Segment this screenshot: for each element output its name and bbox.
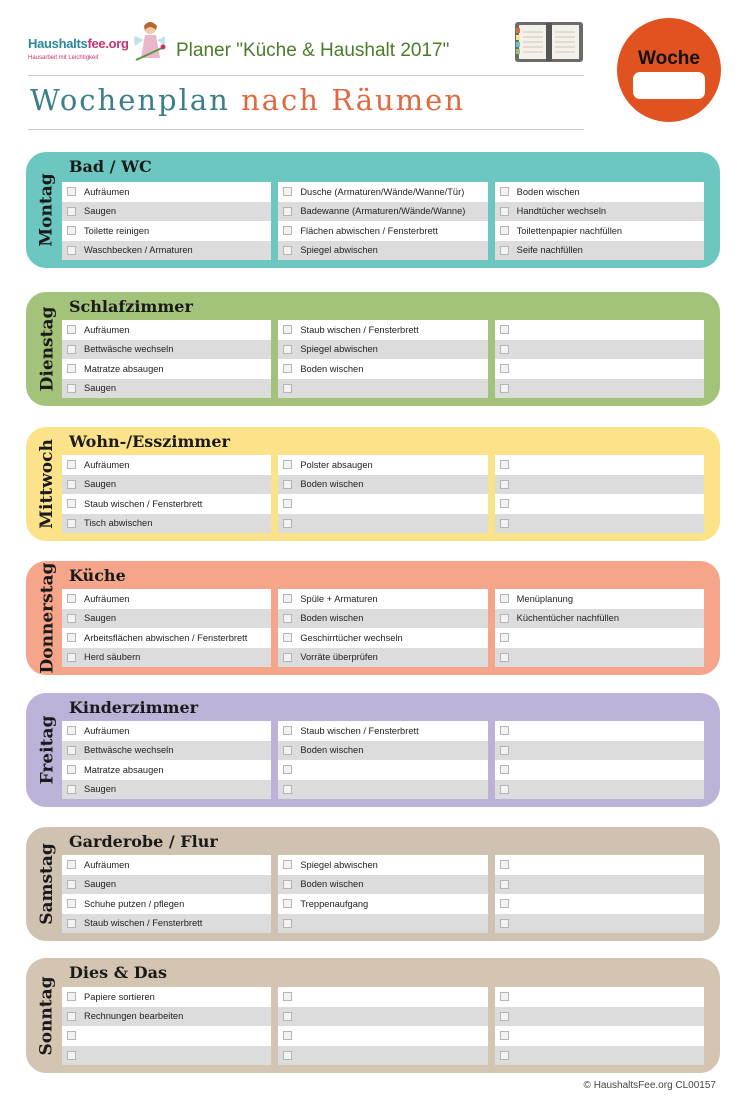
task-checkbox[interactable] (67, 653, 76, 662)
task-column (62, 320, 271, 398)
task-row (278, 514, 487, 534)
task-row (278, 741, 487, 761)
task-row (495, 987, 704, 1007)
task-checkbox[interactable] (67, 860, 76, 869)
task-checkbox[interactable] (67, 384, 76, 393)
task-checkbox[interactable] (67, 460, 76, 469)
task-label: Handtücher wechseln (516, 206, 607, 217)
task-row (278, 202, 487, 222)
task-label: Toilettenpapier nachfüllen (516, 225, 623, 236)
task-label: Saugen (84, 784, 117, 795)
task-checkbox[interactable] (283, 614, 292, 623)
page-title: Wochenplan nach Räumen (30, 83, 466, 117)
task-checkbox[interactable] (283, 325, 292, 334)
task-column (495, 721, 704, 799)
header-divider-top (28, 75, 584, 76)
task-row (495, 455, 704, 475)
task-row (495, 202, 704, 222)
task-checkbox[interactable] (500, 345, 509, 354)
task-column (62, 589, 271, 667)
task-row (62, 780, 271, 800)
room-title: Küche (69, 566, 126, 585)
task-row (62, 359, 271, 379)
logo (28, 18, 168, 70)
day-card-freitag (26, 693, 720, 807)
task-checkbox[interactable] (67, 1051, 76, 1060)
task-checkbox[interactable] (283, 246, 292, 255)
task-label: Aufräumen (84, 324, 130, 335)
copyright: © HaushaltsFee.org CL00157 (583, 1080, 716, 1091)
task-row (495, 855, 704, 875)
task-label: Boden wischen (300, 745, 364, 756)
task-row (62, 1046, 271, 1066)
task-label: Herd säubern (84, 652, 141, 663)
task-row (495, 741, 704, 761)
task-checkbox[interactable] (500, 919, 509, 928)
task-row (495, 1046, 704, 1066)
task-checkbox[interactable] (67, 226, 76, 235)
day-card-montag (26, 152, 720, 268)
task-checkbox[interactable] (283, 519, 292, 528)
task-column (495, 320, 704, 398)
task-label: Spiegel abwischen (300, 859, 378, 870)
task-row (278, 1046, 487, 1066)
task-checkbox[interactable] (283, 765, 292, 774)
task-row (278, 455, 487, 475)
task-checkbox[interactable] (67, 992, 76, 1001)
task-checkbox[interactable] (67, 480, 76, 489)
header-divider-bottom (28, 129, 584, 130)
task-label: Rechnungen bearbeiten (84, 1011, 184, 1022)
task-row (278, 241, 487, 261)
task-checkbox[interactable] (500, 364, 509, 373)
task-row (62, 609, 271, 629)
day-name: Mittwoch (37, 439, 58, 529)
task-label: Menüplanung (516, 593, 574, 604)
task-checkbox[interactable] (283, 1051, 292, 1060)
task-row (278, 875, 487, 895)
task-row (495, 241, 704, 261)
day-name: Donnerstag (37, 562, 57, 674)
task-label: Bettwäsche wechseln (84, 745, 174, 756)
task-row (278, 182, 487, 202)
task-column (278, 320, 487, 398)
task-checkbox[interactable] (283, 364, 292, 373)
task-label: Boden wischen (300, 879, 364, 890)
task-label: Boden wischen (300, 613, 364, 624)
room-title: Kinderzimmer (69, 698, 199, 717)
task-columns (62, 855, 704, 933)
task-row (495, 1026, 704, 1046)
room-title: Wohn-/Esszimmer (69, 432, 230, 451)
task-checkbox[interactable] (283, 345, 292, 354)
task-label: Saugen (84, 613, 117, 624)
task-row (495, 182, 704, 202)
task-checkbox[interactable] (283, 726, 292, 735)
task-row (62, 241, 271, 261)
room-title: Bad / WC (69, 157, 152, 176)
task-checkbox[interactable] (283, 653, 292, 662)
task-row (62, 202, 271, 222)
task-row (278, 320, 487, 340)
task-checkbox[interactable] (500, 899, 509, 908)
task-checkbox[interactable] (67, 633, 76, 642)
task-checkbox[interactable] (67, 519, 76, 528)
task-checkbox[interactable] (67, 726, 76, 735)
task-row (495, 875, 704, 895)
task-row (62, 589, 271, 609)
task-checkbox[interactable] (283, 919, 292, 928)
logo-tagline: Hausarbeit mit Leichtigkeit (28, 55, 99, 61)
task-row (278, 221, 487, 241)
task-checkbox[interactable] (500, 246, 509, 255)
task-columns (62, 589, 704, 667)
task-checkbox[interactable] (283, 633, 292, 642)
task-label: Staub wischen / Fensterbrett (84, 498, 203, 509)
task-column (62, 721, 271, 799)
task-column (62, 855, 271, 933)
task-checkbox[interactable] (500, 726, 509, 735)
task-label: Bettwäsche wechseln (84, 344, 174, 355)
task-row (495, 475, 704, 495)
room-title: Dies & Das (69, 963, 167, 982)
task-label: Dusche (Armaturen/Wände/Wanne/Tür) (300, 186, 465, 197)
task-row (62, 1007, 271, 1027)
task-label: Spüle + Armaturen (300, 593, 378, 604)
task-row (278, 589, 487, 609)
task-row (495, 221, 704, 241)
day-card-donnerstag (26, 561, 720, 675)
task-label: Saugen (84, 879, 117, 890)
task-label: Toilette reinigen (84, 225, 150, 236)
task-label: Boden wischen (516, 186, 580, 197)
task-column (495, 182, 704, 260)
task-column (278, 589, 487, 667)
task-label: Geschirrtücher wechseln (300, 632, 403, 643)
task-column (495, 855, 704, 933)
room-title: Garderobe / Flur (69, 832, 218, 851)
task-column (278, 721, 487, 799)
task-columns (62, 320, 704, 398)
task-checkbox[interactable] (500, 746, 509, 755)
task-row (62, 987, 271, 1007)
task-columns (62, 721, 704, 799)
task-row (495, 914, 704, 934)
task-row (495, 320, 704, 340)
task-checkbox[interactable] (283, 1031, 292, 1040)
task-row (278, 494, 487, 514)
task-checkbox[interactable] (500, 207, 509, 216)
task-checkbox[interactable] (283, 480, 292, 489)
task-checkbox[interactable] (283, 880, 292, 889)
task-checkbox[interactable] (283, 992, 292, 1001)
task-checkbox[interactable] (67, 207, 76, 216)
task-row (278, 987, 487, 1007)
task-checkbox[interactable] (67, 880, 76, 889)
task-column (62, 987, 271, 1065)
task-row (62, 721, 271, 741)
task-checkbox[interactable] (67, 364, 76, 373)
task-row (495, 628, 704, 648)
task-checkbox[interactable] (500, 633, 509, 642)
task-checkbox[interactable] (67, 899, 76, 908)
task-checkbox[interactable] (500, 325, 509, 334)
task-row (278, 760, 487, 780)
task-checkbox[interactable] (283, 899, 292, 908)
task-checkbox[interactable] (500, 594, 509, 603)
task-row (278, 855, 487, 875)
task-checkbox[interactable] (67, 499, 76, 508)
task-checkbox[interactable] (283, 187, 292, 196)
task-label: Arbeitsflächen abwischen / Fensterbrett (84, 632, 248, 643)
week-badge (617, 18, 721, 122)
task-checkbox[interactable] (283, 746, 292, 755)
task-column (278, 987, 487, 1065)
task-row (278, 914, 487, 934)
task-row (278, 628, 487, 648)
task-checkbox[interactable] (67, 1031, 76, 1040)
task-checkbox[interactable] (500, 992, 509, 1001)
task-row (495, 494, 704, 514)
task-label: Polster absaugen (300, 459, 373, 470)
task-checkbox[interactable] (67, 594, 76, 603)
task-label: Aufräumen (84, 859, 130, 870)
task-column (278, 182, 487, 260)
task-column (62, 182, 271, 260)
task-row (495, 514, 704, 534)
task-row (278, 609, 487, 629)
task-row (62, 221, 271, 241)
task-row (62, 648, 271, 668)
task-row (495, 721, 704, 741)
task-label: Saugen (84, 206, 117, 217)
task-checkbox[interactable] (67, 187, 76, 196)
task-checkbox[interactable] (283, 499, 292, 508)
task-row (62, 760, 271, 780)
task-row (278, 379, 487, 399)
task-label: Aufräumen (84, 725, 130, 736)
task-row (495, 780, 704, 800)
task-checkbox[interactable] (500, 880, 509, 889)
task-checkbox[interactable] (67, 246, 76, 255)
task-row (495, 1007, 704, 1027)
task-row (62, 741, 271, 761)
task-label: Aufräumen (84, 459, 130, 470)
task-row (278, 721, 487, 741)
task-columns (62, 987, 704, 1065)
task-checkbox[interactable] (500, 226, 509, 235)
task-checkbox[interactable] (500, 1031, 509, 1040)
task-row (278, 648, 487, 668)
task-checkbox[interactable] (283, 384, 292, 393)
task-checkbox[interactable] (500, 614, 509, 623)
task-row (62, 1026, 271, 1046)
task-label: Seife nachfüllen (516, 245, 583, 256)
task-label: Papiere sortieren (84, 991, 155, 1002)
task-label: Staub wischen / Fensterbrett (300, 324, 419, 335)
task-checkbox[interactable] (283, 594, 292, 603)
day-name: Samstag (37, 843, 58, 925)
task-checkbox[interactable] (500, 765, 509, 774)
task-label: Spiegel abwischen (300, 344, 378, 355)
task-checkbox[interactable] (500, 653, 509, 662)
task-checkbox[interactable] (67, 746, 76, 755)
task-checkbox[interactable] (67, 325, 76, 334)
task-column (278, 455, 487, 533)
task-row (62, 855, 271, 875)
task-checkbox[interactable] (500, 499, 509, 508)
week-number-field[interactable] (633, 72, 705, 99)
task-row (62, 320, 271, 340)
task-row (62, 628, 271, 648)
task-label: Boden wischen (300, 363, 364, 374)
task-row (278, 359, 487, 379)
task-label: Treppenaufgang (300, 898, 369, 909)
week-label: Woche (638, 48, 700, 69)
task-label: Staub wischen / Fensterbrett (84, 918, 203, 929)
task-label: Waschbecken / Armaturen (84, 245, 193, 256)
task-checkbox[interactable] (500, 519, 509, 528)
task-columns (62, 182, 704, 260)
task-row (62, 494, 271, 514)
task-row (62, 475, 271, 495)
task-row (62, 914, 271, 934)
task-row (278, 894, 487, 914)
task-column (495, 987, 704, 1065)
task-row (495, 359, 704, 379)
task-row (495, 379, 704, 399)
task-label: Saugen (84, 383, 117, 394)
task-row (62, 875, 271, 895)
task-row (62, 455, 271, 475)
task-row (495, 340, 704, 360)
planner-binder-icon (513, 19, 585, 65)
task-row (62, 340, 271, 360)
task-checkbox[interactable] (500, 1051, 509, 1060)
task-checkbox[interactable] (500, 384, 509, 393)
task-row (62, 379, 271, 399)
task-row (495, 894, 704, 914)
task-row (495, 609, 704, 629)
task-checkbox[interactable] (283, 860, 292, 869)
task-checkbox[interactable] (67, 765, 76, 774)
task-column (495, 455, 704, 533)
task-checkbox[interactable] (283, 785, 292, 794)
day-name: Montag (37, 173, 57, 247)
task-row (495, 760, 704, 780)
fairy-icon (132, 18, 166, 66)
task-label: Spiegel abwischen (300, 245, 378, 256)
task-row (278, 475, 487, 495)
task-checkbox[interactable] (67, 785, 76, 794)
day-card-mittwoch (26, 427, 720, 541)
day-name: Dienstag (37, 306, 58, 392)
task-label: Tisch abwischen (84, 518, 153, 529)
task-checkbox[interactable] (67, 614, 76, 623)
task-label: Flächen abwischen / Fensterbrett (300, 225, 438, 236)
day-card-samstag (26, 827, 720, 941)
task-row (278, 1007, 487, 1027)
task-checkbox[interactable] (67, 1012, 76, 1021)
task-row (62, 514, 271, 534)
task-row (62, 894, 271, 914)
task-checkbox[interactable] (500, 785, 509, 794)
task-row (278, 1026, 487, 1046)
task-label: Matratze absaugen (84, 764, 164, 775)
task-checkbox[interactable] (500, 1012, 509, 1021)
task-label: Matratze absaugen (84, 363, 164, 374)
task-row (62, 182, 271, 202)
task-row (278, 780, 487, 800)
task-column (278, 855, 487, 933)
task-checkbox[interactable] (67, 919, 76, 928)
task-checkbox[interactable] (283, 226, 292, 235)
task-checkbox[interactable] (283, 1012, 292, 1021)
task-row (495, 589, 704, 609)
task-checkbox[interactable] (283, 460, 292, 469)
task-column (495, 589, 704, 667)
task-label: Saugen (84, 479, 117, 490)
task-column (62, 455, 271, 533)
task-checkbox[interactable] (500, 187, 509, 196)
task-checkbox[interactable] (500, 460, 509, 469)
task-checkbox[interactable] (67, 345, 76, 354)
task-label: Vorräte überprüfen (300, 652, 378, 663)
task-checkbox[interactable] (500, 860, 509, 869)
day-name: Sonntag (37, 975, 57, 1056)
room-title: Schlafzimmer (69, 297, 193, 316)
day-card-dienstag (26, 292, 720, 406)
day-name: Freitag (37, 715, 58, 785)
day-card-sonntag (26, 958, 720, 1073)
task-columns (62, 455, 704, 533)
task-row (278, 340, 487, 360)
task-checkbox[interactable] (500, 480, 509, 489)
logo-wordmark: Haushaltsfee.org (28, 36, 129, 51)
task-label: Staub wischen / Fensterbrett (300, 725, 419, 736)
task-checkbox[interactable] (283, 207, 292, 216)
task-label: Aufräumen (84, 186, 130, 197)
task-row (495, 648, 704, 668)
task-label: Aufräumen (84, 593, 130, 604)
task-label: Schuhe putzen / pflegen (84, 898, 185, 909)
task-label: Badewanne (Armaturen/Wände/Wanne) (300, 206, 466, 217)
task-label: Boden wischen (300, 479, 364, 490)
planner-title: Planer "Küche & Haushalt 2017" (176, 40, 450, 61)
task-label: Küchentücher nachfüllen (516, 613, 619, 624)
